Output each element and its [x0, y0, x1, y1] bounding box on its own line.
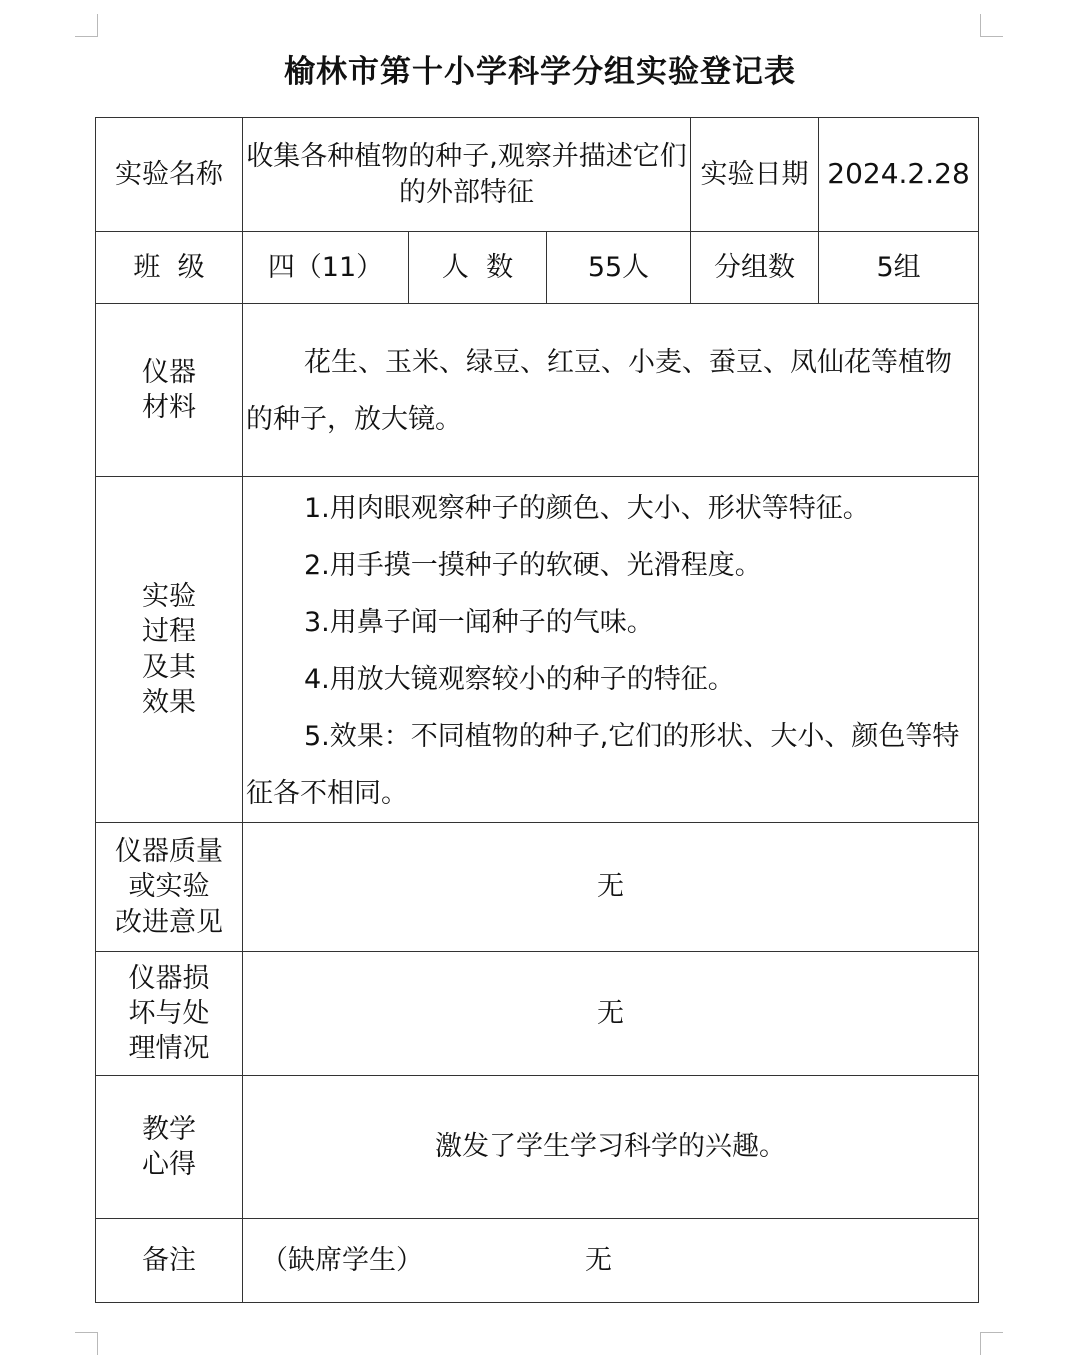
experiment-date-label: 实验日期: [691, 118, 819, 232]
materials-label: 仪器 材料: [96, 304, 243, 477]
damage-row: [96, 952, 979, 1076]
remarks-label: 备注: [96, 1219, 243, 1303]
crop-mark-bottom-left: [75, 1332, 98, 1355]
remarks-cell: [243, 1219, 979, 1303]
reflection-value: 激发了学生学习科学的兴趣。: [243, 1076, 979, 1219]
class-info-row: [96, 232, 979, 304]
student-count-value: 55人: [547, 232, 691, 304]
process-result: 5.效果：不同植物的种子,它们的形状、大小、颜色等特征各不相同。: [246, 721, 960, 809]
page-title: 榆林市第十小学科学分组实验登记表: [284, 54, 796, 90]
materials-text: 花生、玉米、绿豆、红豆、小麦、蚕豆、凤仙花等植物的种子，放大镜。: [246, 347, 952, 435]
experiment-date-value: 2024.2.28: [819, 118, 979, 232]
reflection-label: 教学 心得: [96, 1076, 243, 1219]
crop-mark-top-left: [75, 14, 98, 37]
crop-mark-top-right: [980, 14, 1003, 37]
quality-value: 无: [243, 823, 979, 952]
absent-students-value: 无: [585, 1244, 612, 1276]
process-label: 实验 过程 及其 效果: [96, 477, 243, 823]
student-count-label: 人 数: [409, 232, 547, 304]
damage-label: 仪器损 坏与处 理情况: [96, 952, 243, 1076]
group-count-value: 5组: [819, 232, 979, 304]
quality-row: [96, 823, 979, 952]
class-value: 四（11）: [243, 232, 409, 304]
absent-students-label: （缺席学生）: [261, 1244, 423, 1276]
class-label: 班 级: [96, 232, 243, 304]
group-count-label: 分组数: [691, 232, 819, 304]
experiment-name-label: 实验名称: [96, 118, 243, 232]
materials-row: [96, 304, 979, 477]
process-step: 3.用鼻子闻一闻种子的气味。: [304, 607, 654, 638]
process-step: 1.用肉眼观察种子的颜色、大小、形状等特征。: [304, 493, 870, 524]
quality-label: 仪器质量 或实验 改进意见: [96, 823, 243, 952]
experiment-name-row: [96, 118, 979, 232]
reflection-row: [96, 1076, 979, 1219]
materials-cell: [243, 304, 979, 477]
remarks-row: [96, 1219, 979, 1303]
crop-mark-bottom-right: [980, 1332, 1003, 1355]
process-step: 4.用放大镜观察较小的种子的特征。: [304, 664, 735, 695]
process-row: [96, 477, 979, 823]
damage-value: 无: [243, 952, 979, 1076]
process-step: 2.用手摸一摸种子的软硬、光滑程度。: [304, 550, 762, 581]
process-cell: [243, 477, 979, 823]
registration-form-table: [95, 117, 979, 1303]
experiment-name-value: 收集各种植物的种子,观察并描述它们的外部特征: [243, 118, 691, 232]
